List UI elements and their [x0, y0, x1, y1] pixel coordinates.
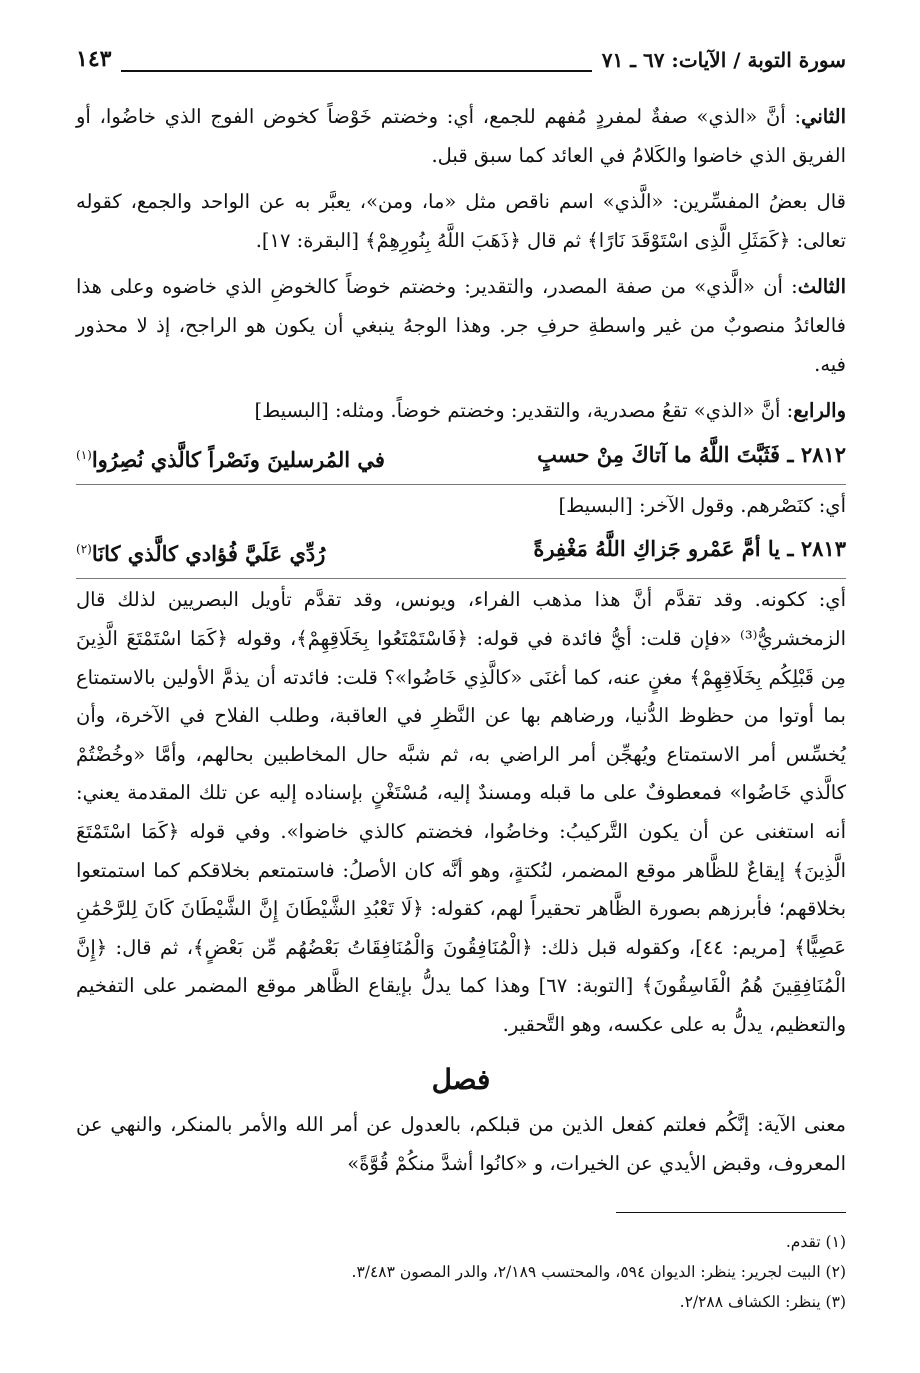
footnote-ref: (٢): [76, 542, 92, 557]
paragraph-label: الثاني: [801, 105, 846, 128]
footnote-1: (١) تقدم.: [785, 1232, 846, 1251]
verse-number: ٢٨١٢ ـ: [787, 441, 846, 467]
verse-second-hemistich: [76, 434, 385, 481]
paragraph-label: الثالث: [797, 275, 846, 299]
verse-second-hemistich: [76, 528, 325, 575]
verse-divider: [76, 578, 846, 579]
paragraph-label: والرابع: [793, 399, 846, 423]
verse-second-text: في المُرسلينَ ونَصْراً كالَّذي نُصِرُوا: [91, 446, 385, 472]
footnote-2: (٢) البيت لجرير: ينظر: الديوان ٥٩٤، والمحتسب ٢/١٨٩، والدر المصون ٣/٤٨٣.: [351, 1262, 846, 1281]
paragraph-verse-meaning: معنى الآية: إنَّكُم فعلتم كفعل الذين من قبلكم، بالعدول عن أمر الله والأمر بالمنكر، والنهي عن المعروف، وقبض الأيدي عن الخيرات، و «كانُوا أشدَّ منكُمْ قُوَّةً»: [76, 1113, 846, 1176]
verse-first-text: فَثَبَّتَ اللَّهُ ما آتاكَ مِنْ حسبٍ: [537, 441, 781, 467]
page-header: [76, 38, 846, 72]
footnote-ref: (١): [76, 447, 92, 462]
paragraph-fourth-opinion: [76, 392, 846, 431]
verse-first-hemistich: [537, 434, 846, 481]
main-text: [76, 98, 846, 1184]
page-number: ١٤٣: [76, 46, 112, 72]
paragraph-text: : أن «الَّذي» من صفة المصدر، والتقدير: وخضتم خوضاً كالخوضِ الذي خاضوه وعلى هذا فالعائدُ منصوبٌ من غير واسطةِ حرفِ جر. وهذا الوجهُ ينبغي أن يكون هو الراجح، إذ لا محذور فيه.: [76, 275, 846, 376]
footnotes: [76, 1227, 846, 1317]
paragraph-mufassirin: قال بعضُ المفسِّرين: «الَّذي» اسم ناقص مثل «ما، ومن»، يعبَّر به عن الواحد والجمع، كقوله تعالى: ﴿كَمَثَلِ الَّذِى اسْتَوْقَدَ نَارًا﴾ ثم قال ﴿ذَهَبَ اللَّهُ بِنُورِهِمْ﴾ [البقرة: ١٧].: [76, 190, 846, 252]
paragraph-kanasrihim: أي: كنَصْرهم. وقول الآخر: [البسيط]: [558, 493, 846, 517]
paragraph-text: : أنَّ «الذي» صفةٌ لمفردٍ مُفهم للجمع، أي: وخضتم خَوْضاً كخوض الفوج الذي خاضُوا، أو الفريق الذي خاضوا والكَلامُ في العائد كما سبق قبل.: [76, 105, 846, 167]
paragraph-third-opinion: [76, 268, 846, 384]
section-heading: فصل: [431, 1063, 491, 1097]
verse-first-text: يا أمَّ عَمْرو جَزاكِ اللَّهُ مَغْفِرةً: [533, 536, 781, 562]
header-rule: [121, 60, 591, 72]
verse-first-hemistich: [533, 528, 846, 575]
poetry-verse-2813: [76, 528, 846, 575]
verse-number: ٢٨١٣ ـ: [787, 536, 846, 562]
running-title: سورة التوبة / الآيات: ٦٧ ـ ٧١: [601, 48, 846, 72]
paragraph-zamakhshari: أي: ككونه. وقد تقدَّم أنَّ هذا مذهب الفراء، ويونس، وقد تقدَّم تأويل البصريين لذلك قال الزمخشريُّ⁽³⁾ «فإن قلت: أيُّ فائدة في قوله: ﴿فَاسْتَمْتَعُوا بِخَلَاقِهِمْ﴾، وقوله ﴿كَمَا اسْتَمْتَعَ الَّذِينَ مِن قَبْلِكُم بِخَلَاقِهِمْ﴾ مغنٍ عنه، كما أغنَى «كالَّذِي خَاضُوا»؟ قلت: فائدته أن يذمَّ الأولين بالاستمتاع بما أوتوا من حظوظ الدُّنيا، ورضاهم بها عن النَّظرِ في العاقبة، وطلب الفلاح في الآخرة، وأن يُخسِّس أمر الاستمتاع ويُهجِّن أمر الراضي به، ثم شبَّه حال المخاطبين بحالهم، وأمَّا «وخُضْتُمْ كالَّذي خَاضُوا» فمعطوفٌ على ما قبله ومسندٌ إليه، مُسْتَغْنٍ بإسناده إليه عن تلك المقدمة يعني: أنه استغنى عن أن يكون التَّركيبُ: وخاضُوا، فخضتم كالذي خاضوا». وفي قوله ﴿كَمَا اسْتَمْتَعَ الَّذِينَ﴾ إيقاعٌ للظَّاهر موقع المضمر، لنُكتةٍ، وهو أنَّه كان الأصلُ: فاستمتعم بخلاقكم كما استمتعوا بخلاقهم؛ فأبرزهم بصورة الظَّاهر تحقيراً لهم، كقوله: ﴿لَا تَعْبُدِ الشَّيْطَانَ إِنَّ الشَّيْطَانَ كَانَ لِلرَّحْمَٰنِ عَصِيًّا﴾ [مريم: ٤٤]، وكقوله قبل ذلك: ﴿الْمُنَافِقُونَ وَالْمُنَافِقَاتُ بَعْضُهُم مِّن بَعْضٍ﴾، ثم قال: ﴿إِنَّ الْمُنَافِقِينَ هُمُ الْفَاسِقُونَ﴾ [التوبة: ٦٧] وهذا كما يدلُّ بإيقاع الظَّاهر موقع المضمر على التفخيم والتعظيم، يدلُّ به على عكسه، وهو التَّحقير.: [76, 588, 847, 1036]
poetry-verse-2812: [76, 434, 846, 481]
footnote-3: (٣) ينظر: الكشاف ٢/٢٨٨.: [679, 1292, 846, 1311]
paragraph-second-opinion: [76, 98, 846, 175]
paragraph-text: : أنَّ «الذي» تقعُ مصدرية، والتقدير: وخضتم خوضاً. ومثله: [البسيط]: [254, 399, 794, 423]
verse-divider: [76, 484, 846, 485]
verse-second-text: رُدِّي عَلَيَّ فُؤادي كالَّذي كانَا: [91, 541, 326, 567]
footnote-rule: [616, 1212, 846, 1213]
